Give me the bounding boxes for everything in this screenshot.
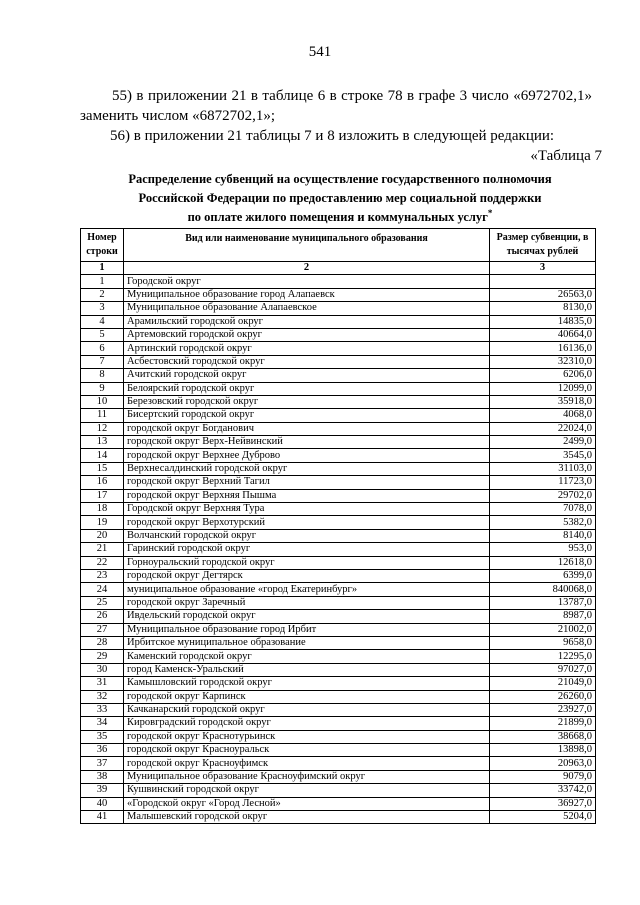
header-subsidy-size: Размер субвенции, в тысячах рублей bbox=[490, 229, 596, 262]
municipality-name-cell: муниципальное образование «город Екатеринбург» bbox=[124, 583, 490, 596]
subsidy-value-cell: 26260,0 bbox=[490, 690, 596, 703]
municipality-name-cell: городской округ Верх-Нейвинский bbox=[124, 436, 490, 449]
subsidy-value-cell: 8987,0 bbox=[490, 610, 596, 623]
subsidy-value-cell: 12618,0 bbox=[490, 556, 596, 569]
table-row bbox=[81, 422, 596, 435]
table-row bbox=[81, 610, 596, 623]
row-number-cell: 39 bbox=[81, 784, 124, 797]
table-row bbox=[81, 690, 596, 703]
municipality-name-cell: Артинский городской округ bbox=[124, 342, 490, 355]
subsidy-value-cell: 35918,0 bbox=[490, 395, 596, 408]
subsidy-value-cell: 5204,0 bbox=[490, 811, 596, 824]
column-index-row bbox=[81, 262, 596, 275]
subsidy-value-cell: 8130,0 bbox=[490, 302, 596, 315]
subsidy-value-cell: 12099,0 bbox=[490, 382, 596, 395]
table-row bbox=[81, 476, 596, 489]
municipality-name-cell: Городской округ bbox=[124, 275, 490, 288]
municipality-name-cell: Березовский городской округ bbox=[124, 395, 490, 408]
subsidy-value-cell: 9079,0 bbox=[490, 770, 596, 783]
table-row bbox=[81, 757, 596, 770]
municipality-name-cell: Горноуральский городской округ bbox=[124, 556, 490, 569]
municipality-name-cell: Арамильский городской округ bbox=[124, 315, 490, 328]
subsidy-value-cell: 29702,0 bbox=[490, 489, 596, 502]
table-row bbox=[81, 583, 596, 596]
subsidy-value-cell: 16136,0 bbox=[490, 342, 596, 355]
municipality-name-cell: Городской округ Верхняя Тура bbox=[124, 503, 490, 516]
table-row bbox=[81, 797, 596, 810]
row-number-cell: 1 bbox=[81, 275, 124, 288]
table-row bbox=[81, 275, 596, 288]
table-body bbox=[81, 275, 596, 824]
table-row bbox=[81, 342, 596, 355]
subsidy-value-cell: 3545,0 bbox=[490, 449, 596, 462]
municipality-name-cell: Бисертский городской округ bbox=[124, 409, 490, 422]
subsidy-value-cell: 26563,0 bbox=[490, 288, 596, 301]
municipality-name-cell: Ирбитское муниципальное образование bbox=[124, 636, 490, 649]
table-row bbox=[81, 623, 596, 636]
subsidy-value-cell: 32310,0 bbox=[490, 355, 596, 368]
municipality-name-cell: Каменский городской округ bbox=[124, 650, 490, 663]
row-number-cell: 24 bbox=[81, 583, 124, 596]
row-number-cell: 23 bbox=[81, 569, 124, 582]
table-row bbox=[81, 663, 596, 676]
table-row bbox=[81, 811, 596, 824]
row-number-cell: 27 bbox=[81, 623, 124, 636]
municipality-name-cell: Ачитский городской округ bbox=[124, 369, 490, 382]
row-number-cell: 29 bbox=[81, 650, 124, 663]
row-number-cell: 17 bbox=[81, 489, 124, 502]
table-row bbox=[81, 556, 596, 569]
subsidy-value-cell: 6399,0 bbox=[490, 569, 596, 582]
header-municipality: Вид или наименование муниципального образования bbox=[124, 229, 490, 262]
table-row bbox=[81, 784, 596, 797]
row-number-cell: 14 bbox=[81, 449, 124, 462]
municipality-name-cell: городской округ Карпинск bbox=[124, 690, 490, 703]
table-row bbox=[81, 369, 596, 382]
municipality-name-cell: Волчанский городской округ bbox=[124, 529, 490, 542]
table-row bbox=[81, 382, 596, 395]
table-row bbox=[81, 677, 596, 690]
table-row bbox=[81, 636, 596, 649]
table-row bbox=[81, 596, 596, 609]
subsidy-value-cell: 23927,0 bbox=[490, 703, 596, 716]
municipality-name-cell: Кировградский городской округ bbox=[124, 717, 490, 730]
title-line-1: Распределение субвенций на осуществление государственного полномочия bbox=[128, 172, 552, 186]
column-index-3: 3 bbox=[490, 262, 596, 275]
row-number-cell: 35 bbox=[81, 730, 124, 743]
municipality-name-cell: городской округ Верхнее Дуброво bbox=[124, 449, 490, 462]
municipality-name-cell: городской округ Красноуральск bbox=[124, 744, 490, 757]
row-number-cell: 41 bbox=[81, 811, 124, 824]
row-number-cell: 13 bbox=[81, 436, 124, 449]
municipality-name-cell: Ивдельский городской округ bbox=[124, 610, 490, 623]
municipality-name-cell: Гаринский городской округ bbox=[124, 543, 490, 556]
table-row bbox=[81, 744, 596, 757]
municipality-name-cell: Качканарский городской округ bbox=[124, 703, 490, 716]
row-number-cell: 40 bbox=[81, 797, 124, 810]
row-number-cell: 16 bbox=[81, 476, 124, 489]
table-row bbox=[81, 302, 596, 315]
title-line-2: Российской Федерации по предоставлению мер социальной поддержки bbox=[138, 191, 542, 205]
subsidy-value-cell: 36927,0 bbox=[490, 797, 596, 810]
table-row bbox=[81, 288, 596, 301]
subsidy-value-cell: 22024,0 bbox=[490, 422, 596, 435]
row-number-cell: 12 bbox=[81, 422, 124, 435]
row-number-cell: 10 bbox=[81, 395, 124, 408]
municipality-name-cell: Асбестовский городской округ bbox=[124, 355, 490, 368]
row-number-cell: 30 bbox=[81, 663, 124, 676]
row-number-cell: 15 bbox=[81, 462, 124, 475]
table-row bbox=[81, 503, 596, 516]
municipality-name-cell: городской округ Верхняя Пышма bbox=[124, 489, 490, 502]
subsidy-value-cell: 2499,0 bbox=[490, 436, 596, 449]
subsidy-value-cell: 7078,0 bbox=[490, 503, 596, 516]
paragraph-55: 55) в приложении 21 в таблице 6 в строке 78 в графе 3 число «6972702,1» заменить числом «6872702,1»; bbox=[80, 88, 592, 124]
table-row bbox=[81, 650, 596, 663]
subsidy-value-cell: 9658,0 bbox=[490, 636, 596, 649]
table-row bbox=[81, 328, 596, 341]
row-number-cell: 6 bbox=[81, 342, 124, 355]
municipality-name-cell: городской округ Богданович bbox=[124, 422, 490, 435]
municipality-name-cell: Артемовский городской округ bbox=[124, 328, 490, 341]
subsidy-value-cell: 20963,0 bbox=[490, 757, 596, 770]
subsidy-value-cell: 31103,0 bbox=[490, 462, 596, 475]
municipality-name-cell: Малышевский городской округ bbox=[124, 811, 490, 824]
table-row bbox=[81, 409, 596, 422]
table-row bbox=[81, 543, 596, 556]
municipality-name-cell: Камышловский городской округ bbox=[124, 677, 490, 690]
subsidy-value-cell: 40664,0 bbox=[490, 328, 596, 341]
subsidy-value-cell: 6206,0 bbox=[490, 369, 596, 382]
row-number-cell: 20 bbox=[81, 529, 124, 542]
row-number-cell: 32 bbox=[81, 690, 124, 703]
municipality-name-cell: городской округ Дегтярск bbox=[124, 569, 490, 582]
row-number-cell: 37 bbox=[81, 757, 124, 770]
row-number-cell: 8 bbox=[81, 369, 124, 382]
municipality-name-cell: городской округ Верхний Тагил bbox=[124, 476, 490, 489]
row-number-cell: 2 bbox=[81, 288, 124, 301]
row-number-cell: 38 bbox=[81, 770, 124, 783]
subsidy-value-cell bbox=[490, 275, 596, 288]
municipality-name-cell: Муниципальное образование город Алапаевск bbox=[124, 288, 490, 301]
row-number-cell: 21 bbox=[81, 543, 124, 556]
table-row bbox=[81, 770, 596, 783]
table-row bbox=[81, 355, 596, 368]
subsidy-value-cell: 97027,0 bbox=[490, 663, 596, 676]
table-row bbox=[81, 436, 596, 449]
paragraph-56: 56) в приложении 21 таблицы 7 и 8 изложить в следующей редакции: bbox=[110, 128, 555, 144]
municipality-name-cell: городской округ Заречный bbox=[124, 596, 490, 609]
footnote-mark: * bbox=[487, 208, 493, 218]
table-title bbox=[80, 170, 600, 227]
subsidy-value-cell: 33742,0 bbox=[490, 784, 596, 797]
subsidy-value-cell: 840068,0 bbox=[490, 583, 596, 596]
row-number-cell: 33 bbox=[81, 703, 124, 716]
row-number-cell: 18 bbox=[81, 503, 124, 516]
municipality-name-cell: Верхнесалдинский городской округ bbox=[124, 462, 490, 475]
municipality-name-cell: городской округ Верхотурский bbox=[124, 516, 490, 529]
row-number-cell: 11 bbox=[81, 409, 124, 422]
row-number-cell: 9 bbox=[81, 382, 124, 395]
municipality-name-cell: «Городской округ «Город Лесной» bbox=[124, 797, 490, 810]
title-line-3 bbox=[80, 208, 600, 227]
table-row bbox=[81, 529, 596, 542]
row-number-cell: 28 bbox=[81, 636, 124, 649]
row-number-cell: 5 bbox=[81, 328, 124, 341]
municipality-name-cell: Кушвинский городской округ bbox=[124, 784, 490, 797]
title-line-3-text: по оплате жилого помещения и коммунальных услуг bbox=[187, 210, 488, 224]
row-number-cell: 7 bbox=[81, 355, 124, 368]
municipality-name-cell: Муниципальное образование город Ирбит bbox=[124, 623, 490, 636]
row-number-cell: 34 bbox=[81, 717, 124, 730]
row-number-cell: 4 bbox=[81, 315, 124, 328]
table-reference: «Таблица 7 bbox=[530, 148, 602, 164]
subsidy-value-cell: 5382,0 bbox=[490, 516, 596, 529]
column-index-1: 1 bbox=[81, 262, 124, 275]
subsidy-value-cell: 4068,0 bbox=[490, 409, 596, 422]
municipality-name-cell: Муниципальное образование Красноуфимский округ bbox=[124, 770, 490, 783]
municipality-name-cell: городской округ Краснотурьинск bbox=[124, 730, 490, 743]
subsidy-value-cell: 12295,0 bbox=[490, 650, 596, 663]
subsidy-value-cell: 8140,0 bbox=[490, 529, 596, 542]
row-number-cell: 31 bbox=[81, 677, 124, 690]
municipality-name-cell: Муниципальное образование Алапаевское bbox=[124, 302, 490, 315]
table-row bbox=[81, 462, 596, 475]
municipality-name-cell: Белоярский городской округ bbox=[124, 382, 490, 395]
municipality-name-cell: городской округ Красноуфимск bbox=[124, 757, 490, 770]
table-row bbox=[81, 395, 596, 408]
row-number-cell: 36 bbox=[81, 744, 124, 757]
subsidy-table bbox=[80, 228, 596, 824]
row-number-cell: 22 bbox=[81, 556, 124, 569]
header-row-number: Номер строки bbox=[81, 229, 124, 262]
subsidy-value-cell: 21899,0 bbox=[490, 717, 596, 730]
table-row bbox=[81, 730, 596, 743]
subsidy-value-cell: 38668,0 bbox=[490, 730, 596, 743]
table-row bbox=[81, 703, 596, 716]
subsidy-value-cell: 21049,0 bbox=[490, 677, 596, 690]
table-header-row bbox=[81, 229, 596, 262]
subsidy-value-cell: 11723,0 bbox=[490, 476, 596, 489]
subsidy-value-cell: 13898,0 bbox=[490, 744, 596, 757]
column-index-2: 2 bbox=[124, 262, 490, 275]
subsidy-value-cell: 21002,0 bbox=[490, 623, 596, 636]
subsidy-value-cell: 14835,0 bbox=[490, 315, 596, 328]
row-number-cell: 26 bbox=[81, 610, 124, 623]
table-row bbox=[81, 449, 596, 462]
municipality-name-cell: город Каменск-Уральский bbox=[124, 663, 490, 676]
row-number-cell: 3 bbox=[81, 302, 124, 315]
row-number-cell: 19 bbox=[81, 516, 124, 529]
subsidy-value-cell: 13787,0 bbox=[490, 596, 596, 609]
table-row bbox=[81, 315, 596, 328]
page-number: 541 bbox=[308, 44, 332, 60]
table-row bbox=[81, 569, 596, 582]
subsidy-value-cell: 953,0 bbox=[490, 543, 596, 556]
row-number-cell: 25 bbox=[81, 596, 124, 609]
table-row bbox=[81, 489, 596, 502]
table-row bbox=[81, 516, 596, 529]
table-row bbox=[81, 717, 596, 730]
